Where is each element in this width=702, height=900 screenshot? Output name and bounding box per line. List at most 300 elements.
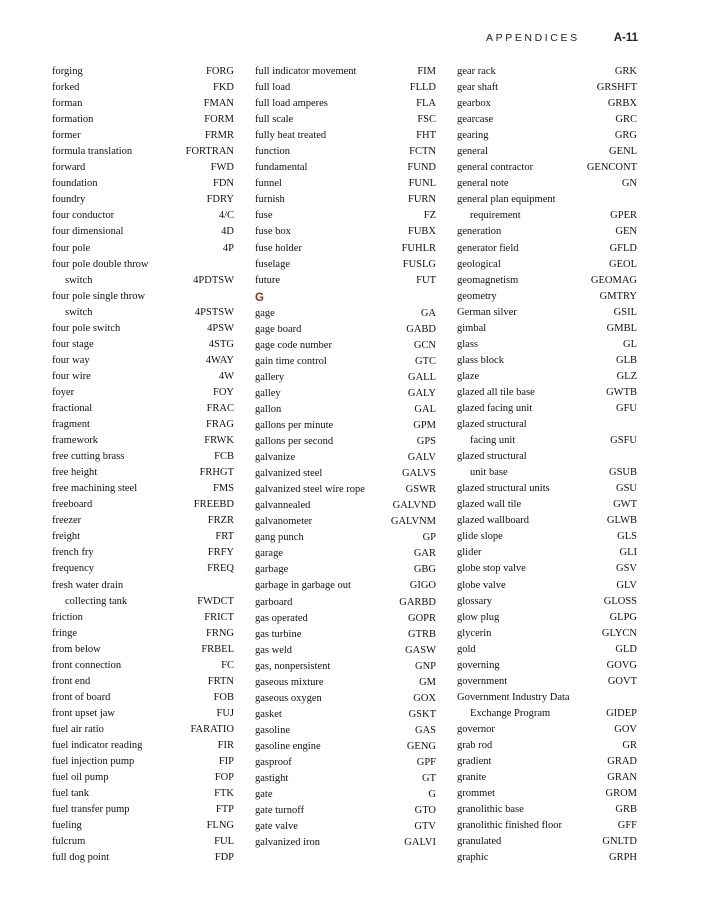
entry-term-line: gasoline engine (255, 740, 321, 752)
entry-abbreviation: FRTN (207, 675, 234, 687)
glossary-entry (255, 96, 436, 112)
entry-term (52, 257, 189, 289)
glossary-entry (52, 706, 234, 722)
glossary-entry (457, 192, 637, 224)
entry-term (255, 514, 387, 530)
entry-term-line: four pole switch (52, 322, 121, 334)
entry-term (255, 128, 412, 144)
entry-abbreviation: GP (422, 532, 436, 544)
entry-abbreviation: GLI (619, 547, 637, 559)
entry-abbreviation: GLD (615, 643, 637, 655)
entry-abbreviation: 4PSTSW (194, 306, 234, 318)
glossary-entry (255, 643, 436, 659)
glossary-entry (52, 433, 234, 449)
glossary-entry (255, 835, 436, 851)
glossary-entry (52, 626, 234, 642)
entry-term (457, 561, 612, 577)
entry-term (255, 578, 406, 594)
entry-abbreviation: FRZR (207, 515, 234, 527)
glossary-entry (457, 818, 637, 834)
entry-term (255, 675, 415, 691)
entry-term (52, 96, 200, 112)
entry-abbreviation: FRMR (204, 130, 234, 142)
glossary-entry (52, 674, 234, 690)
entry-abbreviation: FRAG (205, 419, 234, 431)
entry-term (457, 353, 612, 369)
glossary-entry (255, 595, 436, 611)
glossary-entry (457, 401, 637, 417)
entry-term (255, 306, 417, 322)
glossary-entry (52, 128, 234, 144)
entry-term (255, 803, 411, 819)
glossary-entry (457, 802, 637, 818)
entry-term-line: glazed wallboard (457, 515, 530, 527)
entry-abbreviation: GNLTD (602, 836, 637, 848)
entry-term-line: gage (255, 307, 275, 319)
entry-term (52, 160, 207, 176)
entry-term (52, 706, 212, 722)
entry-term-line: four pole (52, 242, 91, 254)
entry-term-line: globe stop valve (457, 563, 526, 575)
entry-term-line: general contractor (457, 162, 534, 174)
entry-term-line: garbage (255, 564, 289, 576)
entry-term-line: glaze (457, 370, 480, 382)
entry-term (255, 208, 420, 224)
entry-term (457, 321, 603, 337)
entry-abbreviation: GTO (414, 805, 436, 817)
entry-abbreviation: FURN (407, 194, 436, 206)
entry-abbreviation: GOV (614, 723, 637, 735)
entry-term (52, 642, 197, 658)
entry-abbreviation: FRFY (207, 547, 234, 559)
entry-term-line: gage board (255, 323, 302, 335)
entry-abbreviation: FSC (417, 114, 436, 126)
entry-abbreviation: FIR (217, 739, 234, 751)
entry-abbreviation: GFU (615, 402, 637, 414)
entry-term (52, 578, 193, 610)
entry-abbreviation: GLS (617, 531, 637, 543)
entry-term-line: forward (52, 162, 86, 174)
entry-term-line: glass block (457, 354, 504, 366)
entry-term (52, 545, 204, 561)
entry-term-line: full scale (255, 114, 294, 126)
entry-abbreviation: GEOMAG (590, 274, 637, 286)
entry-term-line: gearbox (457, 98, 491, 110)
entry-term (255, 707, 405, 723)
glossary-entry (255, 723, 436, 739)
entry-term-line: gallon (255, 403, 282, 415)
entry-abbreviation: FRWK (204, 435, 234, 447)
entry-abbreviation: FRAC (206, 402, 234, 414)
glossary-entry (255, 514, 436, 530)
entry-term (457, 722, 610, 738)
entry-term (255, 80, 406, 96)
entry-term (457, 417, 606, 449)
entry-term-line: granolithic base (457, 804, 524, 816)
entry-abbreviation: GALL (408, 371, 436, 383)
entry-term (457, 337, 619, 353)
entry-abbreviation: GA (420, 307, 436, 319)
entry-term (457, 144, 605, 160)
entry-term-line: fresh water drain (52, 579, 124, 591)
entry-term (255, 224, 404, 240)
entry-term-line: galvanize (255, 452, 296, 464)
glossary-entry (52, 401, 234, 417)
glossary-entry (457, 481, 637, 497)
glossary-entry (255, 273, 436, 289)
glossary-entry (52, 224, 234, 240)
entry-term-line: four conductor (52, 210, 115, 222)
glossary-entry (52, 786, 234, 802)
entry-abbreviation: GMTRY (599, 290, 637, 302)
entry-term-continuation: requirement (470, 210, 521, 222)
glossary-entry (52, 529, 234, 545)
entry-term-line: glazed structural (457, 451, 527, 463)
entry-term (457, 626, 598, 642)
entry-term-line: fulcrum (52, 836, 86, 848)
entry-term-line: function (255, 146, 290, 158)
entry-abbreviation: GLB (616, 354, 637, 366)
entry-term (457, 786, 601, 802)
entry-abbreviation: GRPH (608, 852, 637, 864)
entry-abbreviation: GALVNM (390, 516, 436, 528)
entry-term-line: general (457, 146, 488, 158)
entry-abbreviation: 4D (221, 226, 234, 238)
entry-abbreviation: GPF (416, 756, 436, 768)
entry-term-line: glazed wall tile (457, 499, 522, 511)
glossary-entry (457, 529, 637, 545)
entry-abbreviation: GROM (605, 788, 637, 800)
page-number: A-11 (613, 32, 638, 44)
entry-term-line: fuel transfer pump (52, 804, 130, 816)
glossary-entry (255, 675, 436, 691)
entry-term-line: gas weld (255, 644, 293, 656)
glossary-entry (52, 369, 234, 385)
entry-term-line: fully heat treated (255, 130, 327, 142)
entry-term-line: front of board (52, 691, 111, 703)
entry-abbreviation: GAL (414, 403, 436, 415)
glossary-entry (52, 770, 234, 786)
glossary-entry (52, 642, 234, 658)
entry-abbreviation: GCN (413, 339, 436, 351)
entry-term (52, 417, 202, 433)
entry-term-line: galvanized steel (255, 468, 323, 480)
entry-term (255, 418, 409, 434)
entry-abbreviation: FREQ (207, 563, 234, 575)
glossary-entry (52, 112, 234, 128)
entry-abbreviation: GOVT (607, 675, 637, 687)
entry-term-line: garbage in garbage out (255, 580, 351, 592)
entry-term (255, 112, 413, 128)
glossary-entry (52, 80, 234, 96)
entry-term-line: glazed facing unit (457, 402, 533, 414)
entry-abbreviation: GLOSS (603, 595, 637, 607)
entry-term-line: gear shaft (457, 82, 499, 94)
glossary-entry (255, 338, 436, 354)
entry-term-line: full dog point (52, 852, 110, 864)
glossary-entry (52, 578, 234, 610)
entry-term-line: front upset jaw (52, 707, 115, 719)
glossary-entry (457, 96, 637, 112)
entry-term-line: garage (255, 548, 283, 560)
entry-term (255, 354, 411, 370)
entry-term-line: gradient (457, 756, 492, 768)
entry-abbreviation: GALV (407, 452, 436, 464)
entry-term (255, 96, 412, 112)
entry-term-line: gage code number (255, 339, 332, 351)
entry-abbreviation: FCTN (409, 146, 436, 158)
entry-term-line: government (457, 675, 508, 687)
glossary-entry (255, 418, 436, 434)
entry-abbreviation: GABD (406, 323, 436, 335)
entry-term (457, 176, 618, 192)
entry-term-line: governing (457, 659, 500, 671)
entry-term (255, 144, 405, 160)
glossary-entry (255, 787, 436, 803)
entry-abbreviation: FC (221, 659, 234, 671)
entry-term-line: gaseous mixture (255, 676, 324, 688)
glossary-entry (52, 64, 234, 80)
entry-abbreviation: FRT (215, 531, 234, 543)
entry-term (255, 659, 411, 675)
entry-abbreviation: FUHLR (401, 242, 436, 254)
entry-term (255, 530, 419, 546)
entry-term (52, 353, 202, 369)
entry-abbreviation: FMAN (203, 98, 234, 110)
entry-term (457, 674, 604, 690)
entry-term-line: fuel oil pump (52, 772, 109, 784)
entry-term-line: fuel indicator reading (52, 739, 143, 751)
glossary-entry (457, 834, 637, 850)
entry-term-line: full indicator movement (255, 66, 357, 77)
entry-term (457, 224, 611, 240)
entry-term (52, 722, 186, 738)
entry-abbreviation: GRAN (607, 772, 637, 784)
entry-term (457, 128, 611, 144)
entry-abbreviation: FWDCT (197, 595, 234, 607)
entry-term (52, 112, 200, 128)
entry-abbreviation: FRHGT (199, 467, 234, 479)
glossary-entry (457, 257, 637, 273)
entry-term (52, 128, 201, 144)
entry-abbreviation: FRBEL (201, 643, 234, 655)
glossary-column-3 (457, 64, 637, 866)
entry-term-line: free machining steel (52, 483, 138, 495)
entry-term (52, 481, 209, 497)
entry-abbreviation: FLLD (409, 82, 436, 94)
entry-abbreviation: GSIL (613, 306, 637, 318)
entry-abbreviation: GLYCN (601, 627, 637, 639)
entry-term (457, 802, 611, 818)
glossary-entry (457, 305, 637, 321)
entry-term (52, 850, 211, 866)
entry-term (255, 273, 412, 289)
entry-abbreviation: GLZ (616, 370, 637, 382)
glossary-entry (255, 80, 436, 96)
entry-term-line: granite (457, 772, 487, 784)
entry-term (457, 449, 605, 481)
entry-abbreviation: GENG (406, 740, 436, 752)
entry-abbreviation: GRBX (607, 98, 637, 110)
entry-term-line: gaseous oxygen (255, 692, 322, 704)
glossary-entry (255, 224, 436, 240)
entry-term-line: future (255, 274, 281, 286)
glossary-entry (457, 321, 637, 337)
entry-term (52, 658, 217, 674)
entry-abbreviation: GSKT (408, 708, 436, 720)
glossary-entry (255, 691, 436, 707)
entry-term-line: gate valve (255, 821, 298, 833)
entry-term-line: gallons per minute (255, 419, 334, 431)
entry-term-line: glazed structural (457, 419, 527, 431)
glossary-entry (52, 465, 234, 481)
entry-term (457, 257, 605, 273)
entry-abbreviation: GASW (405, 644, 436, 656)
entry-term (255, 466, 398, 482)
entry-abbreviation: GSV (615, 563, 637, 575)
entry-abbreviation: 4STG (208, 338, 234, 350)
entry-term-line: four pole single throw (52, 290, 146, 302)
glossary-entry (255, 128, 436, 144)
entry-term (52, 465, 196, 481)
entry-abbreviation: GALVI (404, 837, 436, 849)
entry-term (457, 642, 611, 658)
entry-term-line: gasproof (255, 756, 292, 768)
entry-term (52, 786, 210, 802)
entry-term-line: freezer (52, 515, 82, 527)
entry-term-line: graphic (457, 852, 489, 864)
entry-term (52, 449, 210, 465)
entry-abbreviation: GAR (413, 548, 436, 560)
glossary-entry (255, 755, 436, 771)
entry-term (255, 835, 400, 851)
glossary-entry (457, 578, 637, 594)
glossary-entry (457, 128, 637, 144)
entry-abbreviation: FREEBD (193, 499, 234, 511)
entry-abbreviation: GAS (414, 724, 436, 736)
glossary-entry (457, 754, 637, 770)
entry-term (52, 144, 182, 160)
entry-abbreviation: GTRB (407, 628, 436, 640)
entry-term-line: glow plug (457, 611, 500, 623)
glossary-entry (255, 627, 436, 643)
entry-abbreviation: GOPR (407, 612, 436, 624)
entry-term (52, 754, 215, 770)
glossary-entry (52, 417, 234, 433)
entry-abbreviation: GALY (407, 387, 436, 399)
entry-term-line: geological (457, 258, 501, 270)
entry-abbreviation: 4W (218, 370, 234, 382)
entry-abbreviation: GMBL (606, 322, 637, 334)
glossary-entry (457, 658, 637, 674)
glossary-entry (52, 738, 234, 754)
entry-term-line: from below (52, 643, 101, 655)
glossary-entry (255, 241, 436, 257)
entry-term (457, 369, 613, 385)
entry-term-line: gain time control (255, 355, 327, 367)
entry-term (52, 513, 204, 529)
entry-term-line: front end (52, 675, 91, 687)
glossary-entry (255, 771, 436, 787)
glossary-entry (255, 803, 436, 819)
entry-abbreviation: FUBX (407, 226, 436, 238)
entry-term (457, 289, 596, 305)
entry-abbreviation: GSU (615, 483, 637, 495)
entry-term (457, 401, 612, 417)
glossary-entry (457, 594, 637, 610)
glossary-entry (52, 449, 234, 465)
entry-term-line: glide slope (457, 531, 503, 543)
entry-term (457, 80, 593, 96)
glossary-entry (457, 770, 637, 786)
entry-term (255, 562, 410, 578)
entry-term-line: forging (52, 66, 83, 77)
entry-abbreviation: FRICT (204, 611, 234, 623)
glossary-entry (52, 208, 234, 224)
entry-abbreviation: FIP (218, 756, 234, 768)
entry-term (255, 595, 395, 611)
entry-term-line: gallery (255, 371, 285, 383)
entry-abbreviation: 4PDTSW (193, 274, 234, 286)
glossary-entry (52, 337, 234, 353)
entry-abbreviation: GTC (415, 355, 436, 367)
glossary-entry (255, 659, 436, 675)
entry-term-line: gear rack (457, 66, 496, 77)
entry-term-line: fuel injection pump (52, 756, 135, 768)
entry-term (457, 690, 602, 722)
entry-term (52, 369, 215, 385)
entry-term-line: generation (457, 226, 502, 238)
entry-term (255, 160, 403, 176)
entry-term-line: four pole double throw (52, 258, 149, 270)
glossary-entry (457, 610, 637, 626)
entry-term-line: grommet (457, 788, 495, 800)
entry-term-line: formula translation (52, 146, 133, 158)
glossary-entry (457, 850, 637, 866)
entry-abbreviation: FORG (205, 66, 234, 77)
glossary-entry (457, 160, 637, 176)
entry-abbreviation: GPER (610, 210, 637, 222)
glossary-entry (457, 513, 637, 529)
glossary-entry (457, 674, 637, 690)
glossary-entry (255, 707, 436, 723)
entry-term-line: geometry (457, 290, 497, 302)
entry-term (255, 787, 424, 803)
entry-term (457, 610, 606, 626)
glossary-entry (52, 513, 234, 529)
glossary-entry (457, 369, 637, 385)
entry-term-line: french fry (52, 547, 94, 559)
entry-term-line: full load (255, 82, 291, 94)
entry-term (457, 112, 611, 128)
entry-term (255, 176, 405, 192)
entry-abbreviation: 4PSW (207, 322, 234, 334)
entry-abbreviation: FARATIO (190, 723, 234, 735)
entry-term (255, 370, 404, 386)
entry-term (457, 658, 603, 674)
entry-term-line: foundry (52, 194, 86, 206)
glossary-entry (255, 562, 436, 578)
entry-term (457, 192, 606, 224)
glossary-entry (457, 417, 637, 449)
entry-term-line: Government Industry Data (457, 691, 570, 703)
entry-term (52, 529, 211, 545)
glossary-entry (52, 176, 234, 192)
entry-abbreviation: GIGO (409, 580, 436, 592)
entry-term (52, 176, 209, 192)
entry-term-line: former (52, 130, 81, 142)
entry-term (255, 402, 410, 418)
